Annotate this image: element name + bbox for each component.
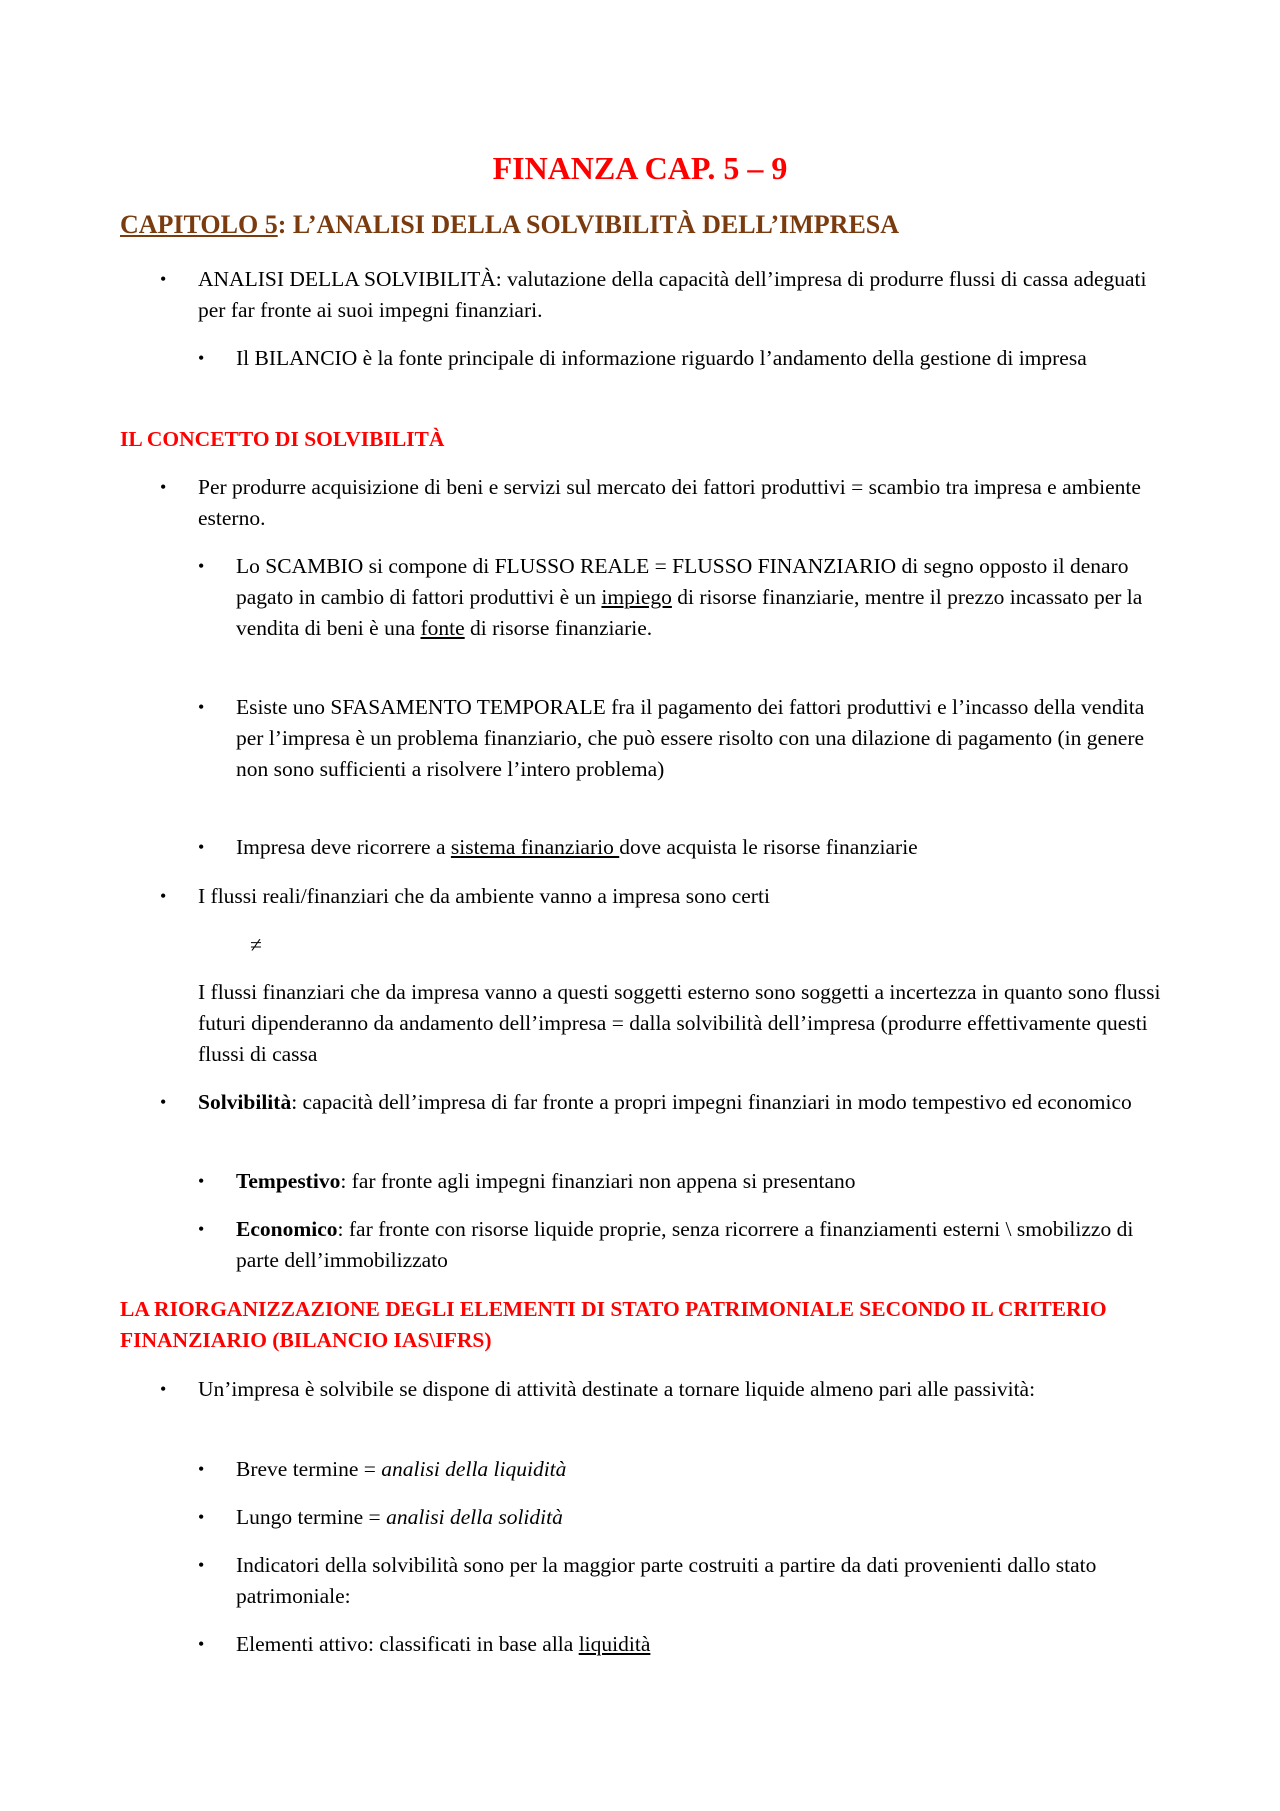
section-heading-solvibilita: IL CONCETTO DI SOLVIBILITÀ — [120, 427, 445, 451]
list-item: Per produrre acquisizione di beni e servizi sul mercato dei fattori produttivi = scambio tra impresa e ambiente esterno. — [198, 475, 1141, 530]
text-run: Elementi attivo: classificati in base alla — [236, 1632, 579, 1656]
bullet: • — [198, 1459, 205, 1479]
text-run: : far fronte con risorse liquide proprie, senza ricorrere a finanziamenti esterni \ smobilizzo di parte dell’immobilizzato — [236, 1217, 1134, 1272]
bullet: • — [198, 1555, 205, 1575]
list-item — [236, 1166, 1168, 1197]
underlined-term: liquidità — [578, 1632, 651, 1656]
underlined-term: sistema finanziario — [450, 835, 620, 859]
bold-term: Tempestivo — [236, 1169, 341, 1193]
list-item — [236, 551, 1168, 644]
list-item: Un’impresa è solvibile se dispone di attività destinate a tornare liquide almeno pari alle passività: — [198, 1377, 1036, 1401]
italic-term: analisi della solidità — [386, 1505, 563, 1529]
bullet: • — [160, 1092, 167, 1112]
list-item: Indicatori della solvibilità sono per la maggior parte costruiti a partire da dati provenienti dallo stato patrimoniale: — [236, 1553, 1097, 1608]
bullet: • — [160, 1379, 167, 1399]
text-run: : capacità dell’impresa di far fronte a propri impegni finanziari in modo tempestivo ed economico — [291, 1090, 1132, 1114]
list-item: I flussi reali/finanziari che da ambiente vanno a impresa sono certi — [198, 884, 770, 908]
bullet: • — [198, 1219, 205, 1239]
bullet: • — [160, 477, 167, 497]
text-run: : far fronte agli impegni finanziari non appena si presentano — [340, 1169, 856, 1193]
text-run: Lo SCAMBIO si compone di FLUSSO REALE = FLUSSO FINANZIARIO di segno opposto il denaro pagato in cambio di fattori produttivi è un — [236, 554, 1129, 609]
text-run: Lungo termine = — [236, 1505, 387, 1529]
bullet: • — [198, 1171, 205, 1191]
bullet: • — [198, 837, 205, 857]
list-item: ANALISI DELLA SOLVIBILITÀ: valutazione della capacità dell’impresa di produrre flussi di cassa adeguati per far fronte ai suoi impegni finanziari. — [198, 267, 1147, 322]
chapter-title: : L’ANALISI DELLA SOLVIBILITÀ DELL’IMPRESA — [277, 210, 900, 239]
underlined-term: fonte — [420, 616, 465, 640]
bold-term: Solvibilità — [198, 1090, 292, 1114]
list-item — [236, 832, 1168, 863]
text-run: di risorse finanziarie, mentre il prezzo incassato per la vendita di beni è una — [236, 585, 1143, 640]
bullet: • — [198, 348, 205, 368]
list-item: Il BILANCIO è la fonte principale di informazione riguardo l’andamento della gestione di impresa — [236, 346, 1087, 370]
section-heading-riorganizzazione: LA RIORGANIZZAZIONE DEGLI ELEMENTI DI STATO PATRIMONIALE SECONDO IL CRITERIO FINANZIARIO (BILANCIO IAS\IFRS) — [120, 1297, 1107, 1352]
list-item-continuation: I flussi finanziari che da impresa vanno a questi soggetti esterno sono soggetti a incertezza in quanto sono flussi futuri dipenderanno da andamento dell’impresa = dalla solvibilità dell’impresa (produrre effettivamente questi flussi di cassa — [198, 980, 1161, 1066]
list-item — [198, 1087, 1168, 1118]
list-item — [236, 1629, 1168, 1660]
bullet: • — [160, 269, 167, 289]
list-item: Esiste uno SFASAMENTO TEMPORALE fra il pagamento dei fattori produttivi e l’incasso della vendita per l’impresa è un problema finanziario, che può essere risolto con una dilazione di pagamento (in genere non sono sufficienti a risolvere l’intero problema) — [236, 695, 1145, 781]
bullet: • — [198, 1507, 205, 1527]
bullet: • — [198, 556, 205, 576]
bullet: • — [198, 697, 205, 717]
text-run: Breve termine = — [236, 1457, 382, 1481]
bold-term: Economico — [236, 1217, 338, 1241]
list-item — [236, 1502, 1168, 1533]
bullet: • — [198, 1634, 205, 1654]
chapter-label: CAPITOLO 5 — [120, 210, 278, 239]
document-title: FINANZA CAP. 5 – 9 — [492, 150, 788, 186]
text-run: di risorse finanziarie. — [464, 616, 653, 640]
list-item — [236, 1214, 1168, 1276]
underlined-term: impiego — [601, 585, 672, 609]
text-run: dove acquista le risorse finanziarie — [619, 835, 918, 859]
bullet: • — [160, 886, 167, 906]
not-equal-symbol: ≠ — [250, 933, 262, 957]
italic-term: analisi della liquidità — [381, 1457, 567, 1481]
chapter-heading — [120, 208, 899, 242]
text-run: Impresa deve ricorrere a — [236, 835, 451, 859]
list-item — [236, 1454, 1168, 1485]
